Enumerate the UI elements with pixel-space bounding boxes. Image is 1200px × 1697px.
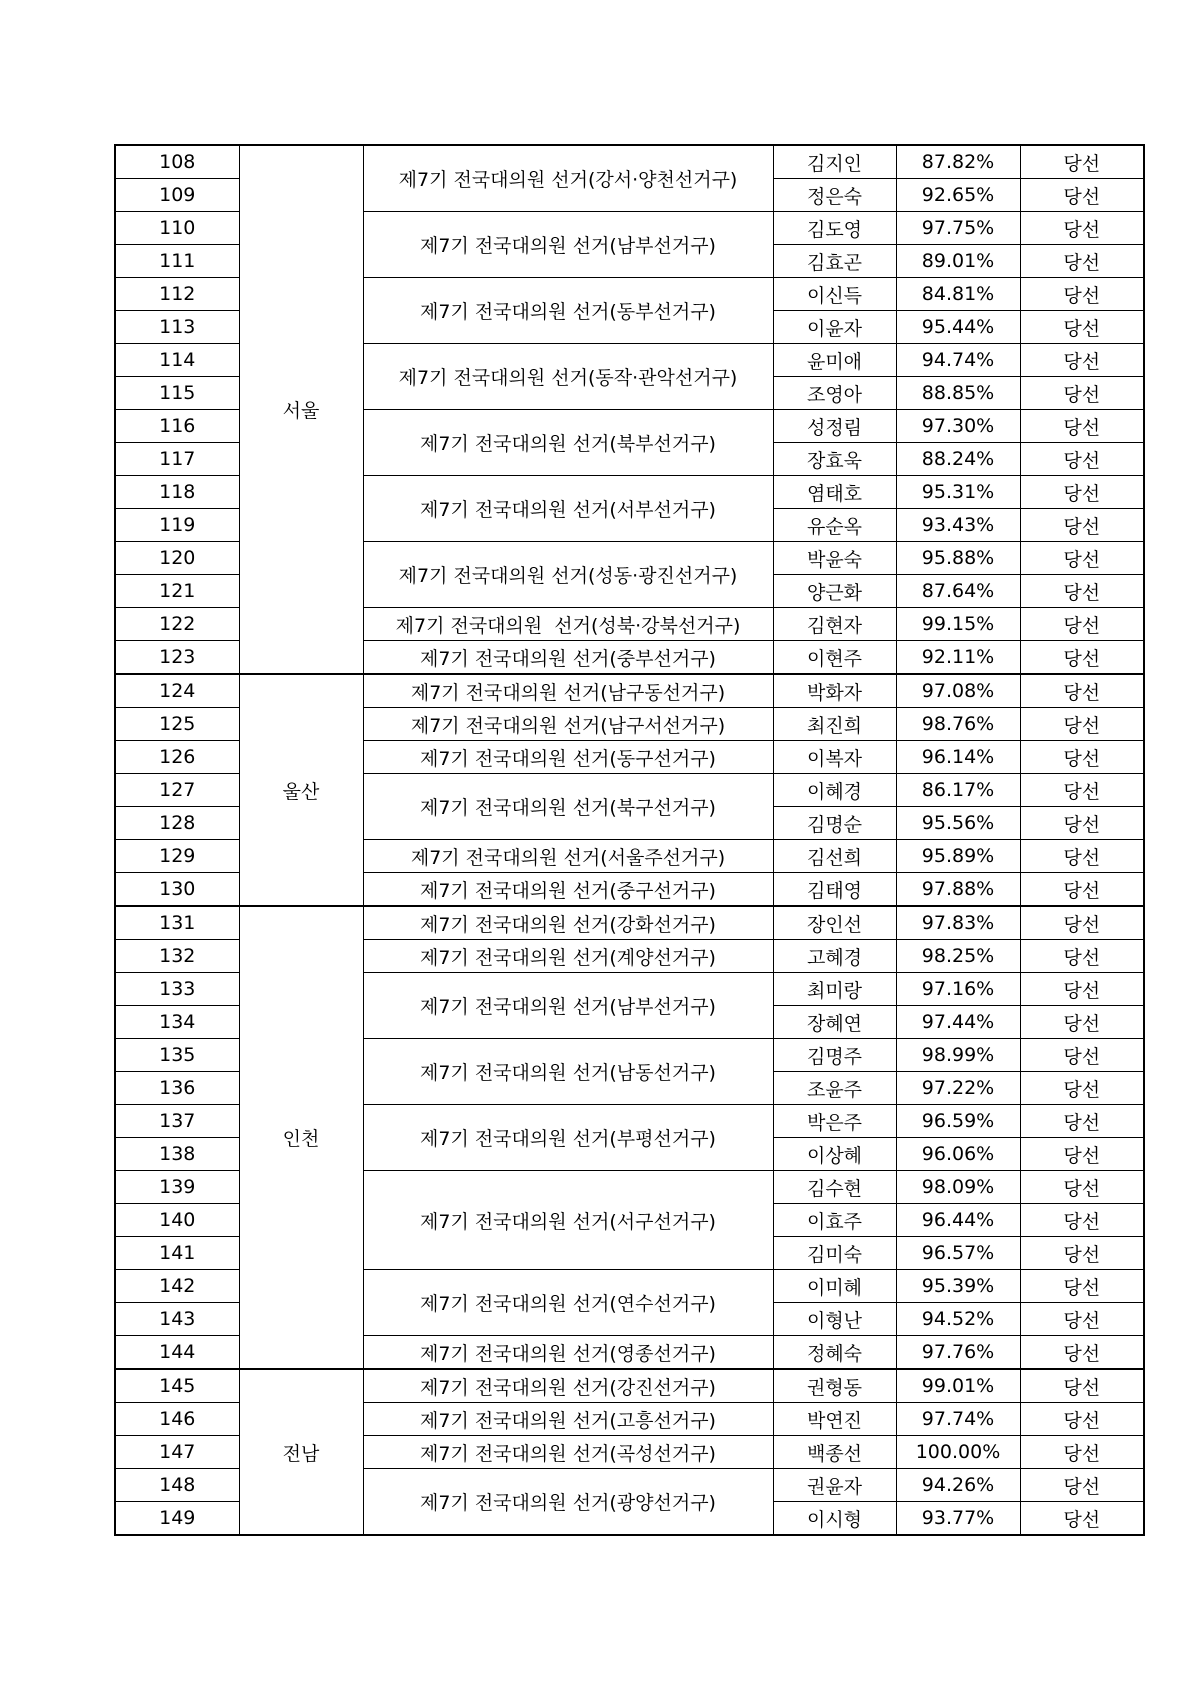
result-cell: 당선 (1020, 741, 1144, 774)
row-number: 132 (115, 940, 239, 973)
approval-rate: 97.75% (896, 212, 1020, 245)
result-cell: 당선 (1020, 410, 1144, 443)
result-cell: 당선 (1020, 973, 1144, 1006)
approval-rate: 98.09% (896, 1171, 1020, 1204)
candidate-name: 유순옥 (773, 509, 896, 542)
election-cell: 제7기 전국대의원 선거(곡성선거구) (363, 1436, 773, 1469)
result-cell: 당선 (1020, 311, 1144, 344)
candidate-name: 이미혜 (773, 1270, 896, 1303)
row-number: 141 (115, 1237, 239, 1270)
result-cell: 당선 (1020, 1502, 1144, 1536)
result-cell: 당선 (1020, 708, 1144, 741)
result-cell: 당선 (1020, 1303, 1144, 1336)
candidate-name: 이복자 (773, 741, 896, 774)
result-cell: 당선 (1020, 443, 1144, 476)
result-cell: 당선 (1020, 1336, 1144, 1370)
approval-rate: 97.76% (896, 1336, 1020, 1370)
table-row (115, 906, 1144, 940)
candidate-name: 김도영 (773, 212, 896, 245)
result-cell: 당선 (1020, 1436, 1144, 1469)
candidate-name: 이현주 (773, 641, 896, 675)
row-number: 142 (115, 1270, 239, 1303)
row-number: 121 (115, 575, 239, 608)
row-number: 146 (115, 1403, 239, 1436)
row-number: 120 (115, 542, 239, 575)
election-cell: 제7기 전국대의원 선거(남부선거구) (363, 212, 773, 278)
candidate-name: 김미숙 (773, 1237, 896, 1270)
approval-rate: 98.25% (896, 940, 1020, 973)
candidate-name: 김효곤 (773, 245, 896, 278)
candidate-name: 김현자 (773, 608, 896, 641)
candidate-name: 권윤자 (773, 1469, 896, 1502)
row-number: 109 (115, 179, 239, 212)
election-cell: 제7기 전국대의원 선거(남부선거구) (363, 973, 773, 1039)
election-cell: 제7기 전국대의원 선거(강진선거구) (363, 1369, 773, 1403)
approval-rate: 99.01% (896, 1369, 1020, 1403)
row-number: 130 (115, 873, 239, 907)
row-number: 135 (115, 1039, 239, 1072)
candidate-name: 박화자 (773, 674, 896, 708)
approval-rate: 96.57% (896, 1237, 1020, 1270)
approval-rate: 95.39% (896, 1270, 1020, 1303)
approval-rate: 94.26% (896, 1469, 1020, 1502)
row-number: 110 (115, 212, 239, 245)
approval-rate: 88.24% (896, 443, 1020, 476)
row-number: 128 (115, 807, 239, 840)
row-number: 145 (115, 1369, 239, 1403)
approval-rate: 89.01% (896, 245, 1020, 278)
row-number: 131 (115, 906, 239, 940)
candidate-name: 김수현 (773, 1171, 896, 1204)
row-number: 139 (115, 1171, 239, 1204)
candidate-name: 이윤자 (773, 311, 896, 344)
row-number: 117 (115, 443, 239, 476)
approval-rate: 96.59% (896, 1105, 1020, 1138)
election-cell: 제7기 전국대의원 선거(남구동선거구) (363, 674, 773, 708)
approval-rate: 100.00% (896, 1436, 1020, 1469)
election-cell: 제7기 전국대의원 선거(강서·양천선거구) (363, 145, 773, 212)
candidate-name: 고혜경 (773, 940, 896, 973)
result-cell: 당선 (1020, 1138, 1144, 1171)
approval-rate: 95.89% (896, 840, 1020, 873)
result-cell: 당선 (1020, 1006, 1144, 1039)
result-cell: 당선 (1020, 575, 1144, 608)
row-number: 115 (115, 377, 239, 410)
row-number: 114 (115, 344, 239, 377)
election-cell: 제7기 전국대의원 선거(영종선거구) (363, 1336, 773, 1370)
row-number: 138 (115, 1138, 239, 1171)
row-number: 126 (115, 741, 239, 774)
region-cell: 서울 (239, 145, 363, 674)
result-cell: 당선 (1020, 377, 1144, 410)
approval-rate: 96.14% (896, 741, 1020, 774)
row-number: 148 (115, 1469, 239, 1502)
result-cell: 당선 (1020, 1469, 1144, 1502)
approval-rate: 94.52% (896, 1303, 1020, 1336)
result-cell: 당선 (1020, 245, 1144, 278)
result-cell: 당선 (1020, 212, 1144, 245)
approval-rate: 84.81% (896, 278, 1020, 311)
approval-rate: 93.43% (896, 509, 1020, 542)
candidate-name: 이형난 (773, 1303, 896, 1336)
election-cell: 제7기 전국대의원 선거(동부선거구) (363, 278, 773, 344)
row-number: 125 (115, 708, 239, 741)
election-cell: 제7기 전국대의원 선거(서울주선거구) (363, 840, 773, 873)
approval-rate: 97.30% (896, 410, 1020, 443)
approval-rate: 95.44% (896, 311, 1020, 344)
result-cell: 당선 (1020, 1237, 1144, 1270)
row-number: 133 (115, 973, 239, 1006)
election-cell: 제7기 전국대의원 선거(동구선거구) (363, 741, 773, 774)
result-cell: 당선 (1020, 641, 1144, 675)
row-number: 111 (115, 245, 239, 278)
region-cell: 인천 (239, 906, 363, 1369)
result-cell: 당선 (1020, 1072, 1144, 1105)
election-cell: 제7기 전국대의원 선거(중구선거구) (363, 873, 773, 907)
candidate-name: 최미랑 (773, 973, 896, 1006)
row-number: 144 (115, 1336, 239, 1370)
candidate-name: 윤미애 (773, 344, 896, 377)
election-cell: 제7기 전국대의원 선거(성동·광진선거구) (363, 542, 773, 608)
result-cell: 당선 (1020, 542, 1144, 575)
approval-rate: 87.82% (896, 145, 1020, 179)
row-number: 134 (115, 1006, 239, 1039)
row-number: 137 (115, 1105, 239, 1138)
candidate-name: 최진희 (773, 708, 896, 741)
row-number: 108 (115, 145, 239, 179)
result-cell: 당선 (1020, 344, 1144, 377)
election-cell: 제7기 전국대의원 선거(부평선거구) (363, 1105, 773, 1171)
approval-rate: 92.65% (896, 179, 1020, 212)
candidate-name: 김명순 (773, 807, 896, 840)
election-cell: 제7기 전국대의원 선거(연수선거구) (363, 1270, 773, 1336)
election-cell: 제7기 전국대의원 선거(서부선거구) (363, 476, 773, 542)
approval-rate: 97.83% (896, 906, 1020, 940)
candidate-name: 양근화 (773, 575, 896, 608)
election-cell: 제7기 전국대의원 선거(고흥선거구) (363, 1403, 773, 1436)
result-cell: 당선 (1020, 840, 1144, 873)
candidate-name: 김지인 (773, 145, 896, 179)
region-cell: 전남 (239, 1369, 363, 1535)
election-cell: 제7기 전국대의원 선거(광양선거구) (363, 1469, 773, 1536)
election-cell: 제7기 전국대의원 선거(성북·강북선거구) (363, 608, 773, 641)
row-number: 140 (115, 1204, 239, 1237)
candidate-name: 박연진 (773, 1403, 896, 1436)
approval-rate: 92.11% (896, 641, 1020, 675)
candidate-name: 조윤주 (773, 1072, 896, 1105)
row-number: 127 (115, 774, 239, 807)
result-cell: 당선 (1020, 608, 1144, 641)
result-cell: 당선 (1020, 509, 1144, 542)
approval-rate: 98.99% (896, 1039, 1020, 1072)
result-cell: 당선 (1020, 940, 1144, 973)
election-cell: 제7기 전국대의원 선거(북부선거구) (363, 410, 773, 476)
candidate-name: 장혜연 (773, 1006, 896, 1039)
row-number: 119 (115, 509, 239, 542)
candidate-name: 장효욱 (773, 443, 896, 476)
table-row (115, 145, 1144, 179)
election-cell: 제7기 전국대의원 선거(중부선거구) (363, 641, 773, 675)
row-number: 118 (115, 476, 239, 509)
result-cell: 당선 (1020, 1369, 1144, 1403)
candidate-name: 조영아 (773, 377, 896, 410)
row-number: 129 (115, 840, 239, 873)
approval-rate: 97.44% (896, 1006, 1020, 1039)
candidate-name: 박은주 (773, 1105, 896, 1138)
approval-rate: 97.22% (896, 1072, 1020, 1105)
result-cell: 당선 (1020, 1171, 1144, 1204)
candidate-name: 염태호 (773, 476, 896, 509)
election-cell: 제7기 전국대의원 선거(남동선거구) (363, 1039, 773, 1105)
approval-rate: 97.88% (896, 873, 1020, 907)
row-number: 112 (115, 278, 239, 311)
candidate-name: 이시형 (773, 1502, 896, 1536)
approval-rate: 93.77% (896, 1502, 1020, 1536)
result-cell: 당선 (1020, 873, 1144, 907)
candidate-name: 김태영 (773, 873, 896, 907)
row-number: 143 (115, 1303, 239, 1336)
result-cell: 당선 (1020, 1403, 1144, 1436)
row-number: 116 (115, 410, 239, 443)
approval-rate: 98.76% (896, 708, 1020, 741)
candidate-name: 이혜경 (773, 774, 896, 807)
election-cell: 제7기 전국대의원 선거(북구선거구) (363, 774, 773, 840)
election-cell: 제7기 전국대의원 선거(동작·관악선거구) (363, 344, 773, 410)
approval-rate: 88.85% (896, 377, 1020, 410)
table-row (115, 1369, 1144, 1403)
approval-rate: 87.64% (896, 575, 1020, 608)
result-cell: 당선 (1020, 476, 1144, 509)
row-number: 122 (115, 608, 239, 641)
approval-rate: 99.15% (896, 608, 1020, 641)
candidate-name: 박윤숙 (773, 542, 896, 575)
row-number: 149 (115, 1502, 239, 1536)
approval-rate: 86.17% (896, 774, 1020, 807)
result-cell: 당선 (1020, 906, 1144, 940)
row-number: 136 (115, 1072, 239, 1105)
candidate-name: 성정림 (773, 410, 896, 443)
row-number: 124 (115, 674, 239, 708)
candidate-name: 이상혜 (773, 1138, 896, 1171)
result-cell: 당선 (1020, 674, 1144, 708)
row-number: 123 (115, 641, 239, 675)
approval-rate: 96.06% (896, 1138, 1020, 1171)
row-number: 113 (115, 311, 239, 344)
approval-rate: 97.74% (896, 1403, 1020, 1436)
candidate-name: 백종선 (773, 1436, 896, 1469)
candidate-name: 정은숙 (773, 179, 896, 212)
result-cell: 당선 (1020, 807, 1144, 840)
result-cell: 당선 (1020, 1270, 1144, 1303)
result-cell: 당선 (1020, 1204, 1144, 1237)
approval-rate: 97.16% (896, 973, 1020, 1006)
election-cell: 제7기 전국대의원 선거(강화선거구) (363, 906, 773, 940)
result-cell: 당선 (1020, 179, 1144, 212)
candidate-name: 이효주 (773, 1204, 896, 1237)
result-cell: 당선 (1020, 1039, 1144, 1072)
candidate-name: 장인선 (773, 906, 896, 940)
result-cell: 당선 (1020, 278, 1144, 311)
election-cell: 제7기 전국대의원 선거(서구선거구) (363, 1171, 773, 1270)
election-results-table (114, 144, 1145, 1536)
approval-rate: 95.88% (896, 542, 1020, 575)
candidate-name: 정혜숙 (773, 1336, 896, 1370)
result-cell: 당선 (1020, 145, 1144, 179)
approval-rate: 95.56% (896, 807, 1020, 840)
approval-rate: 96.44% (896, 1204, 1020, 1237)
row-number: 147 (115, 1436, 239, 1469)
approval-rate: 97.08% (896, 674, 1020, 708)
approval-rate: 95.31% (896, 476, 1020, 509)
election-cell: 제7기 전국대의원 선거(계양선거구) (363, 940, 773, 973)
candidate-name: 권형동 (773, 1369, 896, 1403)
candidate-name: 김선희 (773, 840, 896, 873)
candidate-name: 이신득 (773, 278, 896, 311)
candidate-name: 김명주 (773, 1039, 896, 1072)
region-cell: 울산 (239, 674, 363, 906)
election-cell: 제7기 전국대의원 선거(남구서선거구) (363, 708, 773, 741)
approval-rate: 94.74% (896, 344, 1020, 377)
result-cell: 당선 (1020, 1105, 1144, 1138)
table-row (115, 674, 1144, 708)
result-cell: 당선 (1020, 774, 1144, 807)
